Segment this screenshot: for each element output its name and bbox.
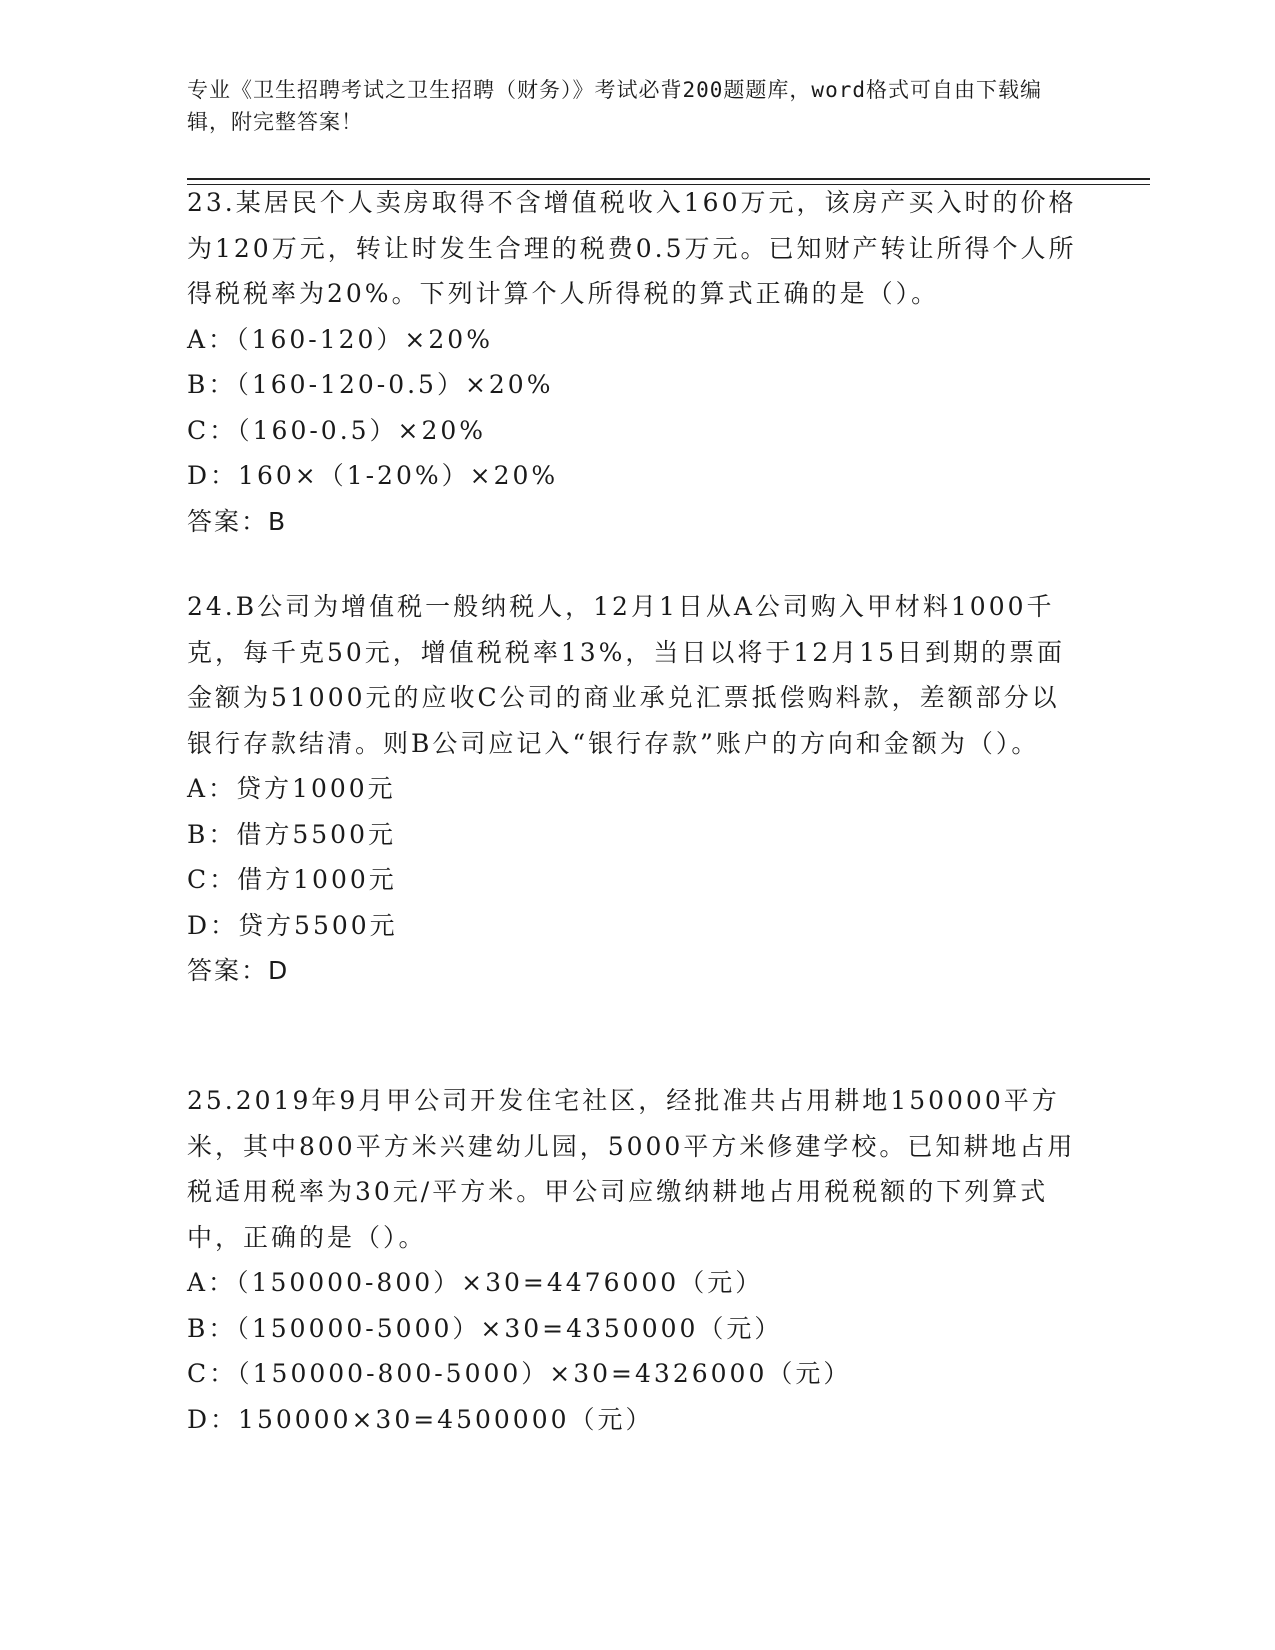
question-23 <box>187 180 1087 544</box>
question-stem: 24.B公司为增值税一般纳税人，12月1日从A公司购入甲材料1000千克，每千克50元，增值税税率13%，当日以将于12月15日到期的票面金额为51000元的应收C公司的商业承兑汇票抵偿购料款，差额部分以银行存款结清。则B公司应记入“银行存款”账户的方向和金额为（）。 <box>187 592 1066 758</box>
option-c: C：（150000-800-5000）×30=4326000（元） <box>187 1359 852 1388</box>
option-a: A：贷方1000元 <box>187 774 396 803</box>
option-c: C：借方1000元 <box>187 865 397 894</box>
option-d: D：150000×30=4500000（元） <box>187 1404 654 1434</box>
question-25 <box>187 1078 1087 1442</box>
option-b: B：（150000-5000）×30=4350000（元） <box>187 1313 783 1343</box>
answer-label: 答案：D <box>187 956 290 985</box>
option-a: A：（160-120）×20% <box>187 324 493 354</box>
option-b: B：借方5500元 <box>187 819 396 849</box>
option-a: A：（150000-800）×30=4476000（元） <box>187 1268 764 1297</box>
option-d: D：贷方5500元 <box>187 910 398 940</box>
question-24 <box>187 584 1087 994</box>
document-header: 专业《卫生招聘考试之卫生招聘（财务）》考试必背200题题库，word格式可自由下载编辑，附完整答案！ <box>187 78 1042 134</box>
option-b: B：（160-120-0.5）×20% <box>187 370 554 399</box>
question-stem: 25.2019年9月甲公司开发住宅社区，经批准共占用耕地150000平方米，其中800平方米兴建幼儿园，5000平方米修建学校。已知耕地占用税适用税率为30元/平方米。甲公司应缴纳耕地占用税税额的下列算式中，正确的是（）。 <box>187 1086 1076 1252</box>
option-d: D：160×（1-20%）×20% <box>187 461 559 490</box>
option-c: C：（160-0.5）×20% <box>187 415 487 445</box>
answer-label: 答案：B <box>187 506 288 536</box>
question-stem: 23.某居民个人卖房取得不含增值税收入160万元，该房产买入时的价格为120万元，转让时发生合理的税费0.5万元。已知财产转让所得个人所得税税率为20%。下列计算个人所得税的算式正确的是（）。 <box>187 188 1077 308</box>
